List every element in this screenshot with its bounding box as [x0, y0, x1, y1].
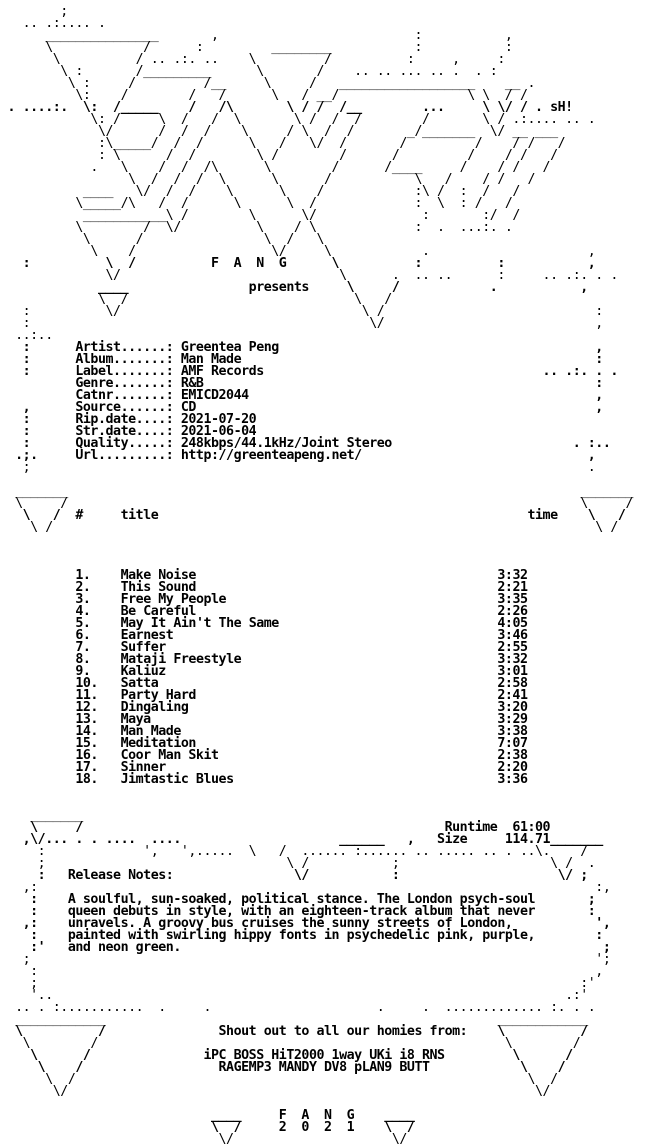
art-line: \: / \ / / \ \ / / / / \ / .:.... .. . [0, 112, 596, 127]
track-time: 3:32 [497, 568, 528, 583]
art-line: .. .:.... . [0, 16, 106, 31]
track-time: 3:36 [497, 772, 528, 787]
track-title: Be Careful [120, 604, 196, 619]
art-line-signature: . ....:. \: /_____ / /\ \ / / /__ ... \ \/ / . sH! [0, 100, 573, 115]
track-time: 2:58 [497, 676, 528, 691]
art-line: \ / \ / \ [0, 232, 325, 247]
runtime-line: \ / Runtime 61:00 [0, 820, 551, 835]
footer-line: ; \ / ; \ / . [0, 856, 596, 871]
track-time: 3:01 [497, 664, 528, 679]
footer-line: \/ \/ [0, 1132, 407, 1146]
art-line: : \ / / \ / / / / / / / [0, 148, 558, 163]
track-time: 2:21 [497, 580, 528, 595]
credits-year: \ / 2 0 2 1 \ / [0, 1120, 415, 1135]
art-line: \ / : ________ : : [0, 40, 513, 55]
track-time: 3:20 [497, 700, 528, 715]
track-number: 2. [75, 580, 91, 595]
info-album: : Album.......: Man Made : [0, 352, 603, 367]
greetings-groups: \ / RAGEMP3 MANDY DV8 pLAN9 BUTT \ / [0, 1060, 566, 1075]
art-line: \ : / /__ \ / __________________ __ . [0, 76, 536, 91]
track-title: This Sound [120, 580, 196, 595]
footer-line: \ / \ / [0, 1036, 581, 1051]
release-notes-text: : A soulful, sun-soaked, political stance. The London psych-soul ; [0, 892, 596, 907]
track-time: 2:26 [497, 604, 528, 619]
track-time: 2:55 [497, 640, 528, 655]
footer-line: : ', ',..... \ / ...... :...... .. ..... .. . ..\. / [0, 844, 588, 859]
track-title: Make Noise [120, 568, 196, 583]
info-str-date: : Str.date....: 2021-06-04 [0, 424, 257, 439]
track-number: 14. [75, 724, 98, 739]
footer-line: '.. .:' [0, 988, 588, 1003]
art-line: \ : /_________ \ / .. .. ... .. . . : [0, 64, 498, 79]
art-line: ; . [0, 460, 596, 475]
art-line: : \/ , [0, 316, 603, 331]
track-number: 13. [75, 712, 98, 727]
track-title: Maya [120, 712, 151, 727]
art-line: \ / \ / [0, 520, 618, 535]
track-title: Dingaling [120, 700, 189, 715]
footer-line: \/ \/ [0, 1084, 551, 1099]
track-title: Satta [120, 676, 159, 691]
art-line: ___________\ / \ \/ : :/ / [0, 208, 520, 223]
track-title: Mataji Freestyle [120, 652, 242, 667]
group-name-line: : \ / F A N G \ : : , [0, 256, 596, 271]
footer-line: .. . :........... . . . . ............. :. . . [0, 1000, 596, 1015]
footer-line: ; :' [0, 976, 596, 991]
track-number: 11. [75, 688, 98, 703]
track-title: Earnest [120, 628, 174, 643]
nfo-document [0, 6, 648, 1146]
art-line: : \/ \ / : [0, 304, 603, 319]
footer-line [0, 798, 648, 810]
art-line: . \ / / /\ \ / /____ / / / / [0, 160, 551, 175]
track-number: 8. [75, 652, 91, 667]
footer-line: : , [0, 964, 603, 979]
art-line: _______________ , : , [0, 28, 513, 43]
info-rip-date: : Rip.date....: 2021-07-20 [0, 412, 257, 427]
art-line: \_____/\ / / \ \ / : \ : / / [0, 196, 513, 211]
track-title: Sinner [120, 760, 166, 775]
track-title: Man Made [120, 724, 181, 739]
tracklist-header: \ / # title time \ / [0, 508, 626, 523]
track-number: 7. [75, 640, 91, 655]
track-title: Jimtastic Blues [120, 772, 234, 787]
release-notes-text: : painted with swirling hippy fonts in psychedelic pink, purple, : [0, 928, 603, 943]
track-number: 15. [75, 736, 98, 751]
art-line: ____ \/ / / \ \ / :\ / : / / [0, 184, 520, 199]
track-time: 3:38 [497, 724, 528, 739]
info-catnr: Catnr.......: EMICD2044 , [0, 388, 603, 403]
presents-line: ____ presents \ / . , [0, 280, 588, 295]
art-line: \ / \/ \ / \ : . ...:. . [0, 220, 513, 235]
tracklist [0, 570, 648, 786]
track-number: 10. [75, 676, 98, 691]
art-line: \/ / / / \ / \ / / _/_______ \/ __ ___ [0, 124, 558, 139]
art-line: _______ _______ [0, 484, 633, 499]
track-time: 2:41 [497, 688, 528, 703]
greetings-groups: \ / iPC BOSS HiT2000 1way UKi i8 RNS \ / [0, 1048, 573, 1063]
art-line: \ / .. .:. .. \ / : , : [0, 52, 505, 67]
art-line: \ / / / \ \ / \ / / / / [0, 172, 536, 187]
footer-line: ,: :, [0, 880, 611, 895]
footer-line: ; '; [0, 952, 611, 967]
art-line: \ / \/ \ . , [0, 244, 596, 259]
track-time: 4:05 [497, 616, 528, 631]
track-number: 6. [75, 628, 91, 643]
greetings-heading: \ / Shout out to all our homies from: \ / [0, 1024, 588, 1039]
track-number: 5. [75, 616, 91, 631]
release-notes-text: ,: unravels. A groovy bus cruises the sunny streets of London, ', [0, 916, 611, 931]
track-number: 16. [75, 748, 98, 763]
track-time: 2:20 [497, 760, 528, 775]
footer-line: _______ [0, 808, 83, 823]
track-title: May It Ain't The Same [120, 616, 279, 631]
track-row [0, 774, 648, 786]
track-time: 2:38 [497, 748, 528, 763]
spacer-line [0, 534, 648, 546]
art-line: ; [0, 6, 68, 19]
info-source: , Source......: CD , [0, 400, 603, 415]
footer-line: ____________ ____________ [0, 1012, 588, 1027]
footer-line: \ / \ / [0, 1072, 558, 1087]
track-title: Free My People [120, 592, 227, 607]
track-time: 3:32 [497, 652, 528, 667]
art-line: ..:.. [0, 328, 53, 343]
track-gap [234, 772, 498, 787]
info-label: : Label.......: AMF Records .. .:. . . [0, 364, 618, 379]
track-number: 1. [75, 568, 91, 583]
info-quality: : Quality.....: 248kbps/44.1kHz/Joint Stereo . :.. [0, 436, 611, 451]
track-time: 7:07 [497, 736, 528, 751]
info-url: .;. Url.........: http://greenteapeng.net/ , [0, 448, 596, 463]
footer-line [0, 786, 648, 798]
art-line: \ / \ / [0, 292, 392, 307]
track-number: 4. [75, 604, 91, 619]
track-title: Suffer [120, 640, 166, 655]
art-line: \ / \ / [0, 496, 633, 511]
info-artist: : Artist......: Greentea Peng , [0, 340, 603, 355]
art-line: \/ \ . .. .. : .. .:. . . [0, 268, 618, 283]
art-line: :\_____/ / / \ / \/ / / / / / / [0, 136, 566, 151]
track-time: 3:29 [497, 712, 528, 727]
spacer-line [0, 546, 648, 558]
track-number: 18. [75, 772, 98, 787]
track-title: Coor Man Skit [120, 748, 219, 763]
release-notes-heading: : Release Notes: \/ : \/ ; [0, 868, 588, 883]
track-number: 12. [75, 700, 98, 715]
track-gap [98, 772, 121, 787]
track-title: Party Hard [120, 688, 196, 703]
track-title: Meditation [120, 736, 196, 751]
release-notes-text: :' and neon green. ; [0, 940, 611, 955]
info-genre: Genre.......: R&B : [0, 376, 603, 391]
release-notes-text: : queen debuts in style, with an eighteen-track album that never : [0, 904, 596, 919]
track-time: 3:35 [497, 592, 528, 607]
credits-group: ____ F A N G ____ [0, 1108, 415, 1123]
track-number: 3. [75, 592, 91, 607]
track-time: 3:46 [497, 628, 528, 643]
track-title: Kaliuz [120, 664, 166, 679]
art-line: \: / / / \ / __/ \ \ / / [0, 88, 528, 103]
track-number: 17. [75, 760, 98, 775]
track-number: 9. [75, 664, 91, 679]
size-line: ,\/... . . .... .... ______ , Size 114.71_______ [0, 832, 603, 847]
